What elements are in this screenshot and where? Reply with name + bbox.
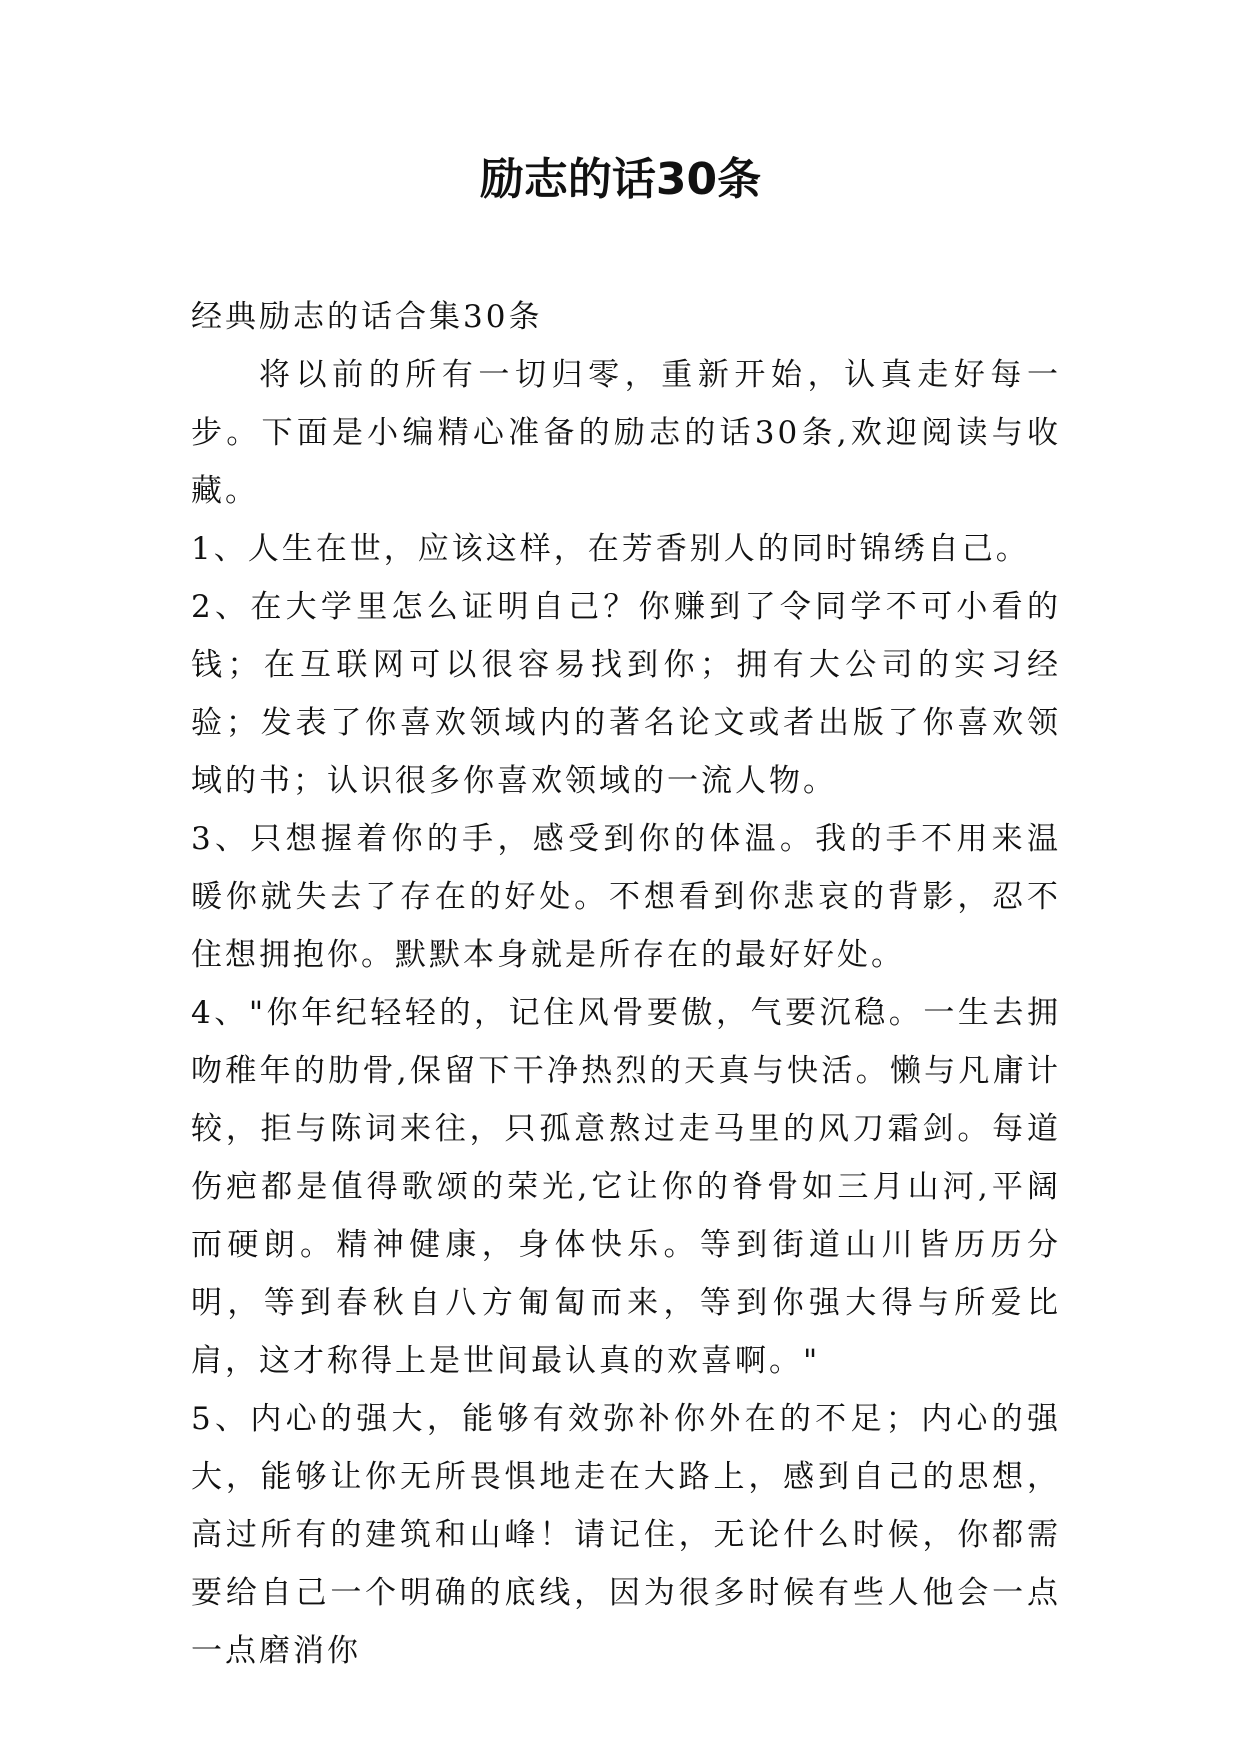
list-item: 5、内心的强大，能够有效弥补你外在的不足；内心的强大，能够让你无所畏惧地走在大路上，感到自己的思想，高过所有的建筑和山峰！请记住，无论什么时候，你都需要给自己一个明确的底线，因为很多时候有些人他会一点一点磨消你 bbox=[191, 1401, 1061, 1669]
list-item: 2、在大学里怎么证明自己？你赚到了令同学不可小看的钱；在互联网可以很容易找到你；拥有大公司的实习经验；发表了你喜欢领域内的著名论文或者出版了你喜欢领域的书；认识很多你喜欢领域的一流人物。 bbox=[191, 589, 1061, 799]
list-item: 4、"你年纪轻轻的，记住风骨要傲，气要沉稳。一生去拥吻稚年的肋骨,保留下干净热烈的天真与快活。懒与凡庸计较，拒与陈词来往，只孤意熬过走马里的风刀霜剑。每道伤疤都是值得歌颂的荣光,它让你的脊骨如三月山河,平阔而硬朗。精神健康，身体快乐。等到街道山川皆历历分明，等到春秋自八方匍匐而来，等到你强大得与所爱比肩，这才称得上是世间最认真的欢喜啊。" bbox=[191, 995, 1061, 1379]
subtitle: 经典励志的话合集30条 bbox=[191, 299, 543, 335]
list-item: 3、只想握着你的手，感受到你的体温。我的手不用来温暖你就失去了存在的好处。不想看到你悲哀的背影，忍不住想拥抱你。默默本身就是所存在的最好好处。 bbox=[191, 821, 1061, 973]
intro-paragraph: 将以前的所有一切归零，重新开始，认真走好每一步。下面是小编精心准备的励志的话30条,欢迎阅读与收藏。 bbox=[191, 357, 1061, 509]
document-body bbox=[191, 288, 1061, 1680]
page-title: 励志的话30条 bbox=[479, 154, 762, 205]
list-item: 1、人生在世，应该这样，在芳香别人的同时锦绣自己。 bbox=[191, 531, 1030, 567]
